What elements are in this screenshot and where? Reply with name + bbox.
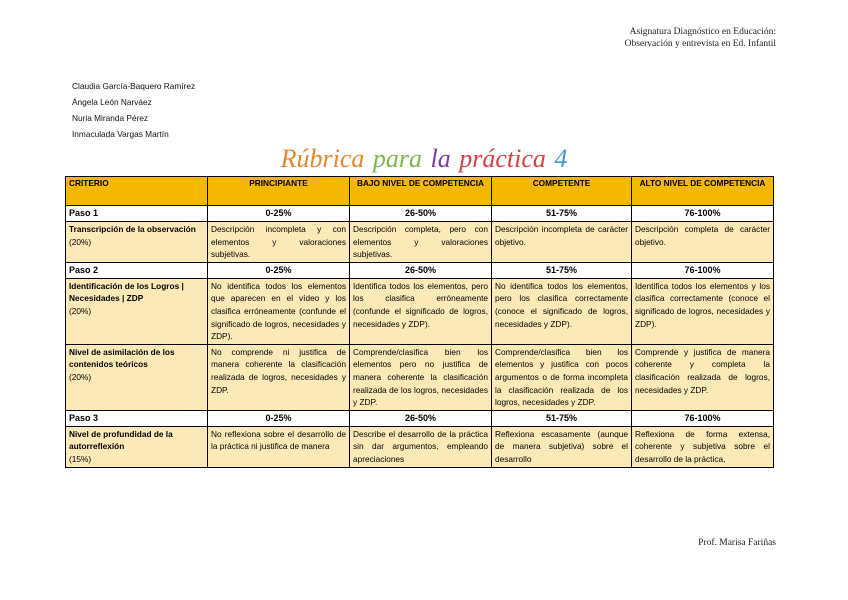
criterion-weight: (20%) <box>69 305 92 316</box>
author-name: Ángela León Narváez <box>72 97 152 107</box>
rubric-header-row <box>66 177 774 206</box>
score-range: 51-75% <box>492 410 632 426</box>
author-list <box>72 78 195 142</box>
title-word: la <box>430 144 451 173</box>
criterion-row <box>66 344 774 410</box>
score-range: 51-75% <box>492 262 632 278</box>
author-name: Claudia García-Baquero Ramírez <box>72 81 196 91</box>
title-word: para <box>372 144 422 173</box>
title-word: 4 <box>554 144 568 173</box>
title-word: Rúbrica <box>280 144 365 173</box>
criterion-name: Transcripción de la observación <box>69 224 196 234</box>
level-description: Comprende y justifica de manera coherente y completa la clasificación realizada de logros, necesidades y ZDP. <box>632 344 774 410</box>
level-description: No reflexiona sobre el desarrollo de la práctica ni justifica de manera <box>208 426 350 467</box>
criterion-cell <box>66 426 208 467</box>
column-header-bajo-nivel: BAJO NIVEL DE COMPETENCIA <box>350 177 492 206</box>
author-name: Nuria Miranda Pérez <box>72 113 149 123</box>
score-range: 0-25% <box>208 262 350 278</box>
course-header-line2: Observación y entrevista en Ed. Infantil <box>624 39 776 49</box>
score-range: 76-100% <box>632 206 774 222</box>
course-header-line1: Asignatura Diagnóstico en Educación: <box>629 27 776 37</box>
title-word: práctica <box>459 144 546 173</box>
criterion-name: Nivel de asimilación de los contenidos teóricos <box>69 346 175 370</box>
step-row <box>66 206 774 222</box>
score-range: 0-25% <box>208 410 350 426</box>
step-row <box>66 262 774 278</box>
step-label: Paso 3 <box>66 410 208 426</box>
page-title <box>0 142 848 176</box>
score-range: 51-75% <box>492 206 632 222</box>
level-description: Descripción incompleta y con elementos y valoraciones subjetivas. <box>208 222 350 263</box>
column-header-criterio: CRITERIO <box>66 177 208 206</box>
level-description: Comprende/clasifica bien los elementos pero no justifica de manera coherente la clasificación realizada de los logros, necesidades y ZDP. <box>350 344 492 410</box>
criterion-cell <box>66 344 208 410</box>
criterion-name: Nivel de profundidad de la autorreflexión <box>69 428 173 452</box>
level-description: Comprende/clasifica bien los elementos y justifica con pocos argumentos o de forma incompleta la clasificación realizada de los logros, necesidades y ZDP. <box>492 344 632 410</box>
column-header-principiante: PRINCIPIANTE <box>208 177 350 206</box>
level-description: Reflexiona escasamente (aunque de manera subjetiva) sobre el desarrollo <box>492 426 632 467</box>
level-description: No comprende ni justifica de manera coherente la clasificación realizada de logros, necesidades y ZDP. <box>208 344 350 410</box>
course-header <box>625 26 776 50</box>
column-header-alto-nivel: ALTO NIVEL DE COMPETENCIA <box>632 177 774 206</box>
level-description: No identifica todos los elementos, pero los clasifica correctamente (conoce el significado de logros, necesidades y ZDP). <box>492 278 632 344</box>
column-header-competente: COMPETENTE <box>492 177 632 206</box>
level-description: Reflexiona de forma extensa, coherente y subjetiva sobre el desarrollo de la práctica, <box>632 426 774 467</box>
level-description: Describe el desarrollo de la práctica sin dar argumentos, empleando apreciaciones <box>350 426 492 467</box>
criterion-weight: (20%) <box>69 236 92 247</box>
footer-professor: Prof. Marisa Fariñas <box>698 538 776 548</box>
level-description: Descripción incompleta de carácter objetivo. <box>492 222 632 263</box>
criterion-name: Identificación de los Logros | Necesidades | ZDP <box>69 280 184 304</box>
criterion-row <box>66 278 774 344</box>
step-label: Paso 2 <box>66 262 208 278</box>
level-description: Identifica todos los elementos y los clasifica correctamente (conoce el significado de logros, necesidades y ZDP). <box>632 278 774 344</box>
criterion-cell <box>66 278 208 344</box>
score-range: 26-50% <box>350 206 492 222</box>
score-range: 76-100% <box>632 262 774 278</box>
level-description: No identifica todos los elementos que aparecen en el vídeo y los clasifica erróneamente (confunde el significado de logros, necesidades y ZDP). <box>208 278 350 344</box>
criterion-cell <box>66 222 208 263</box>
criterion-weight: (15%) <box>69 453 92 464</box>
step-row <box>66 410 774 426</box>
level-description: Descripción completa de carácter objetivo. <box>632 222 774 263</box>
level-description: Identifica todos los elementos, pero los clasifica erróneamente (confunde el significado de logros, necesidades y ZDP). <box>350 278 492 344</box>
criterion-row <box>66 426 774 467</box>
score-range: 76-100% <box>632 410 774 426</box>
level-description: Descripción completa, pero con elementos y valoraciones subjetivas. <box>350 222 492 263</box>
author-name: Inmaculada Vargas Martín <box>72 129 169 139</box>
step-label: Paso 1 <box>66 206 208 222</box>
criterion-weight: (20%) <box>69 371 92 382</box>
criterion-row <box>66 222 774 263</box>
rubric-table <box>65 176 774 468</box>
score-range: 26-50% <box>350 410 492 426</box>
score-range: 0-25% <box>208 206 350 222</box>
score-range: 26-50% <box>350 262 492 278</box>
